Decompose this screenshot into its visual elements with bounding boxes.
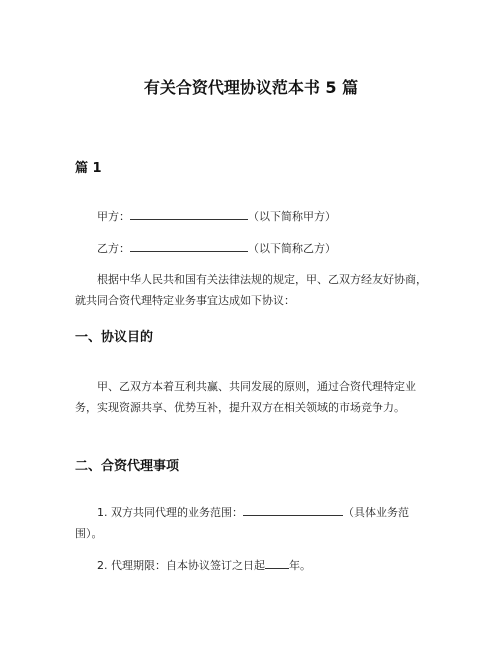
party-b-label: 乙方： (97, 242, 130, 255)
term-suffix: 年。 (289, 559, 311, 572)
document-title: 有关合资代理协议范本书 5 篇 (143, 78, 359, 97)
part-heading: 篇 1 (75, 161, 102, 176)
scope-blank (243, 505, 343, 516)
scope-suffix: （具体业务范围）。 (75, 506, 409, 540)
section-heading-matters: 二、合资代理事项 (75, 459, 180, 474)
party-b-blank (130, 241, 248, 252)
party-b-line (75, 238, 435, 259)
matter-item-term (75, 555, 435, 576)
party-a-label: 甲方： (97, 210, 130, 223)
party-a-note: （以下简称甲方） (248, 210, 336, 223)
party-b-note: （以下简称乙方） (248, 242, 336, 255)
term-blank (265, 558, 289, 569)
scope-prefix: 1. 双方共同代理的业务范围： (97, 506, 243, 519)
matter-item-scope (75, 502, 435, 544)
intro-paragraph: 根据中华人民共和国有关法律法规的规定，甲、乙双方经友好协商，就共同合资代理特定业务事宜达成如下协议： (75, 273, 427, 307)
section-heading-purpose: 一、协议目的 (75, 330, 154, 345)
purpose-paragraph: 甲、乙双方本着互利共赢、共同发展的原则，通过合资代理特定业务，实现资源共享、优势互补，提升双方在相关领域的市场竞争力。 (75, 380, 416, 414)
party-a-blank (130, 209, 248, 220)
term-prefix: 2. 代理期限：自本协议签订之日起 (97, 559, 265, 572)
party-a-line (75, 206, 435, 227)
